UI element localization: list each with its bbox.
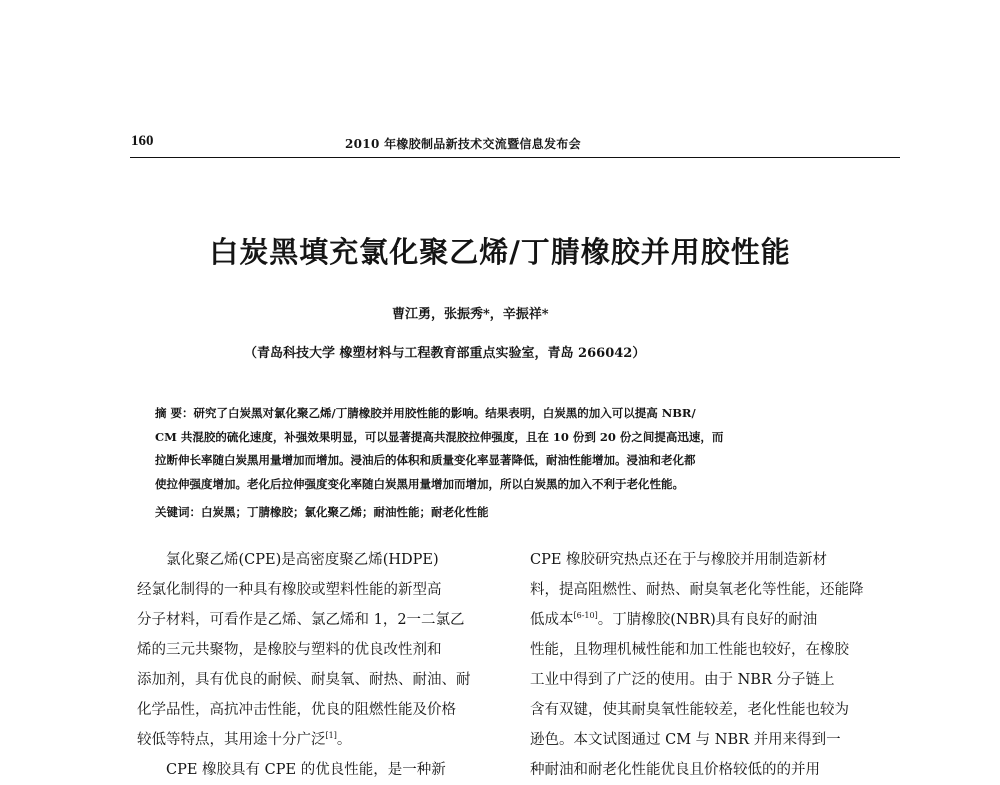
body-line: CPE 橡胶具有 CPE 的优良性能，是一种新 (166, 762, 446, 778)
body-line (530, 605, 890, 635)
body-line: 种耐油和耐老化性能优良且价格较低的的并用 (530, 762, 820, 778)
body-line: 料，提高阻燃性、耐热、耐臭氧老化等性能，还能降 (530, 582, 864, 598)
body-line: 经氯化制得的一种具有橡胶或塑料性能的新型高 (137, 582, 442, 598)
body-line: 逊色。本文试图通过 CM 与 NBR 并用来得到一 (530, 732, 841, 748)
abstract-line: 使拉伸强度增加。老化后拉伸强度变化率随白炭黑用量增加而增加，所以白炭黑的加入不利于老化性能。 (155, 476, 684, 491)
body-line: 烯的三元共聚物，是橡胶与塑料的优良改性剂和 (137, 642, 442, 658)
body-line: 分子材料，可看作是乙烯、氯乙烯和 1，2一二氯乙 (137, 612, 465, 628)
body-left-column (137, 545, 497, 785)
body-line: 性能，且物理机械性能和加工性能也较好，在橡胶 (530, 642, 849, 658)
abstract-line: 拉断伸长率随白炭黑用量增加而增加。浸油后的体积和质量变化率显著降低，耐油性能增加。浸油和老化都 (155, 453, 696, 467)
page-number: 160 (131, 133, 154, 149)
body-line (137, 725, 497, 755)
citation-ref: [6-10] (573, 611, 598, 620)
authors: 曹江勇，张振秀*，辛振祥* (392, 307, 549, 322)
abstract-line: CM 共混胶的硫化速度，补强效果明显，可以显著提高共混胶拉伸强度，且在 10 份到 20 份之间提高迅速，而 (155, 429, 724, 444)
keywords: 关键词：白炭黑；丁腈橡胶；氯化聚乙烯；耐油性能；耐老化性能 (155, 505, 489, 519)
body-line: 氯化聚乙烯(CPE)是高密度聚乙烯(HDPE) (166, 552, 439, 568)
article-title: 白炭黑填充氯化聚乙烯/丁腈橡胶并用胶性能 (209, 235, 791, 269)
body-text: 。 (336, 732, 352, 748)
citation-ref: [1] (325, 731, 337, 740)
abstract (155, 402, 875, 496)
abstract-line: 摘 要：研究了白炭黑对氯化聚乙烯/丁腈橡胶并用胶性能的影响。结果表明，白炭黑的加入可以提高 NBR/ (155, 406, 696, 420)
body-line: 化学品性，高抗冲击性能，优良的阻燃性能及价格 (137, 702, 456, 718)
header-rule (130, 157, 900, 158)
body-line: 含有双键，使其耐臭氧性能较差，老化性能也较为 (530, 702, 849, 718)
body-text: 。丁腈橡胶(NBR)具有良好的耐油 (597, 612, 818, 628)
body-text: 低成本 (530, 612, 574, 628)
body-text: 较低等特点，其用途十分广泛 (137, 732, 326, 748)
body-line: 工业中得到了广泛的使用。由于 NBR 分子链上 (530, 672, 835, 688)
body-line: 添加剂，具有优良的耐候、耐臭氧、耐热、耐油、耐 (137, 672, 471, 688)
body-line: CPE 橡胶研究热点还在于与橡胶并用制造新材 (530, 552, 828, 568)
body-right-column (530, 545, 890, 785)
running-header: 2010 年橡胶制品新技术交流暨信息发布会 (345, 137, 581, 151)
affiliation: （青岛科技大学 橡塑材料与工程教育部重点实验室，青岛 266042） (244, 346, 646, 361)
